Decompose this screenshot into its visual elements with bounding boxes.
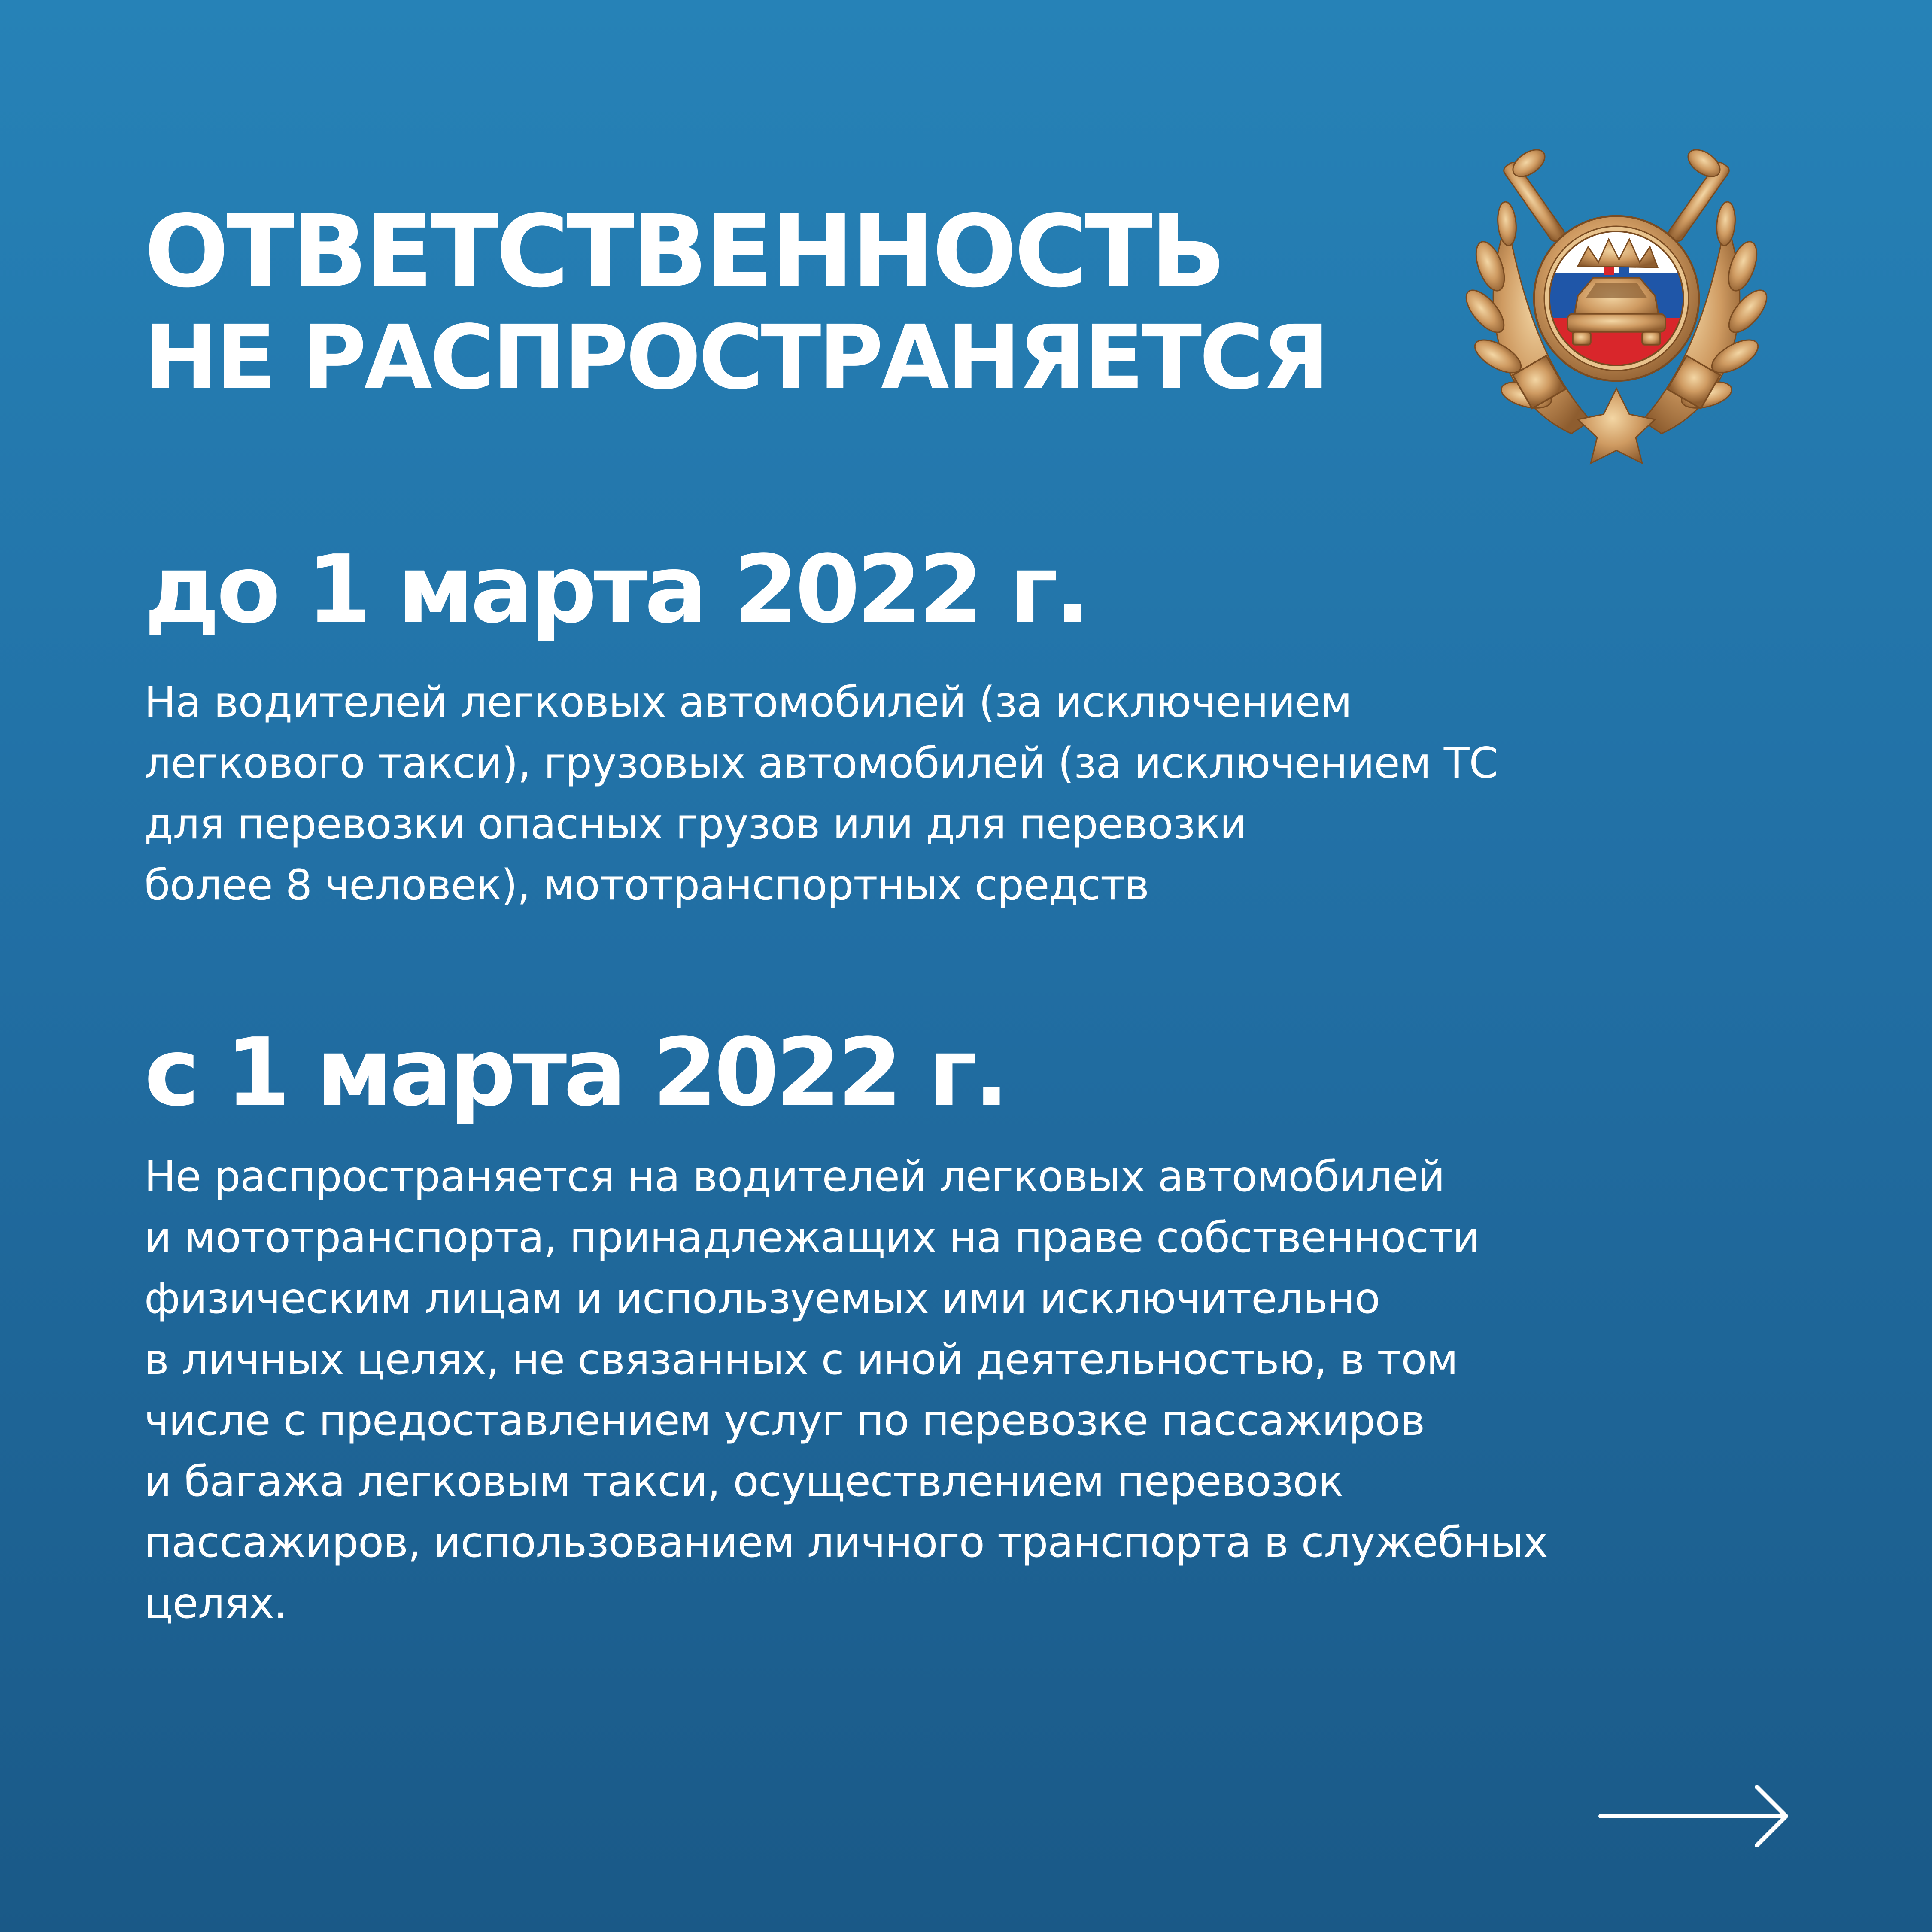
section1-heading: до 1 марта 2022 г. xyxy=(144,535,1087,644)
title-line-1: ОТВЕТСТВЕННОСТЬ xyxy=(144,194,1224,310)
section1-line: легкового такси), грузовых автомобилей (за исключением ТС xyxy=(144,739,1498,788)
section1-line: для перевозки опасных грузов или для перевозки xyxy=(144,800,1247,849)
section2-line: и мототранспорта, принадлежащих на праве собственности xyxy=(144,1213,1479,1262)
section2-line: и багажа легковым такси, осуществлением перевозок xyxy=(144,1457,1343,1506)
section2-line: целях. xyxy=(144,1579,287,1628)
traffic-police-emblem-icon xyxy=(1449,142,1784,468)
section2-line: физическим лицам и используемых ими исключительно xyxy=(144,1274,1380,1323)
section1-text xyxy=(144,672,1810,916)
section2-line: пассажиров, использованием личного транспорта в служебных xyxy=(144,1518,1548,1567)
section2-heading: с 1 марта 2022 г. xyxy=(144,1018,1006,1127)
page-title xyxy=(144,194,1327,409)
section2-line: в личных целях, не связанных с иной деятельностью, в том xyxy=(144,1335,1458,1384)
section1-line: На водителей легковых автомобилей (за исключением xyxy=(144,678,1352,727)
section2-line: Не распространяется на водителей легковых автомобилей xyxy=(144,1152,1445,1201)
section2-line: числе с предоставлением услуг по перевозке пассажиров xyxy=(144,1396,1425,1445)
section2-text xyxy=(144,1146,1810,1634)
arrow-right-icon[interactable] xyxy=(1597,1782,1795,1850)
title-line-2: НЕ РАСПРОСТРАНЯЕТСЯ xyxy=(144,306,1327,409)
section1-line: более 8 человек), мототранспортных средств xyxy=(144,861,1149,910)
